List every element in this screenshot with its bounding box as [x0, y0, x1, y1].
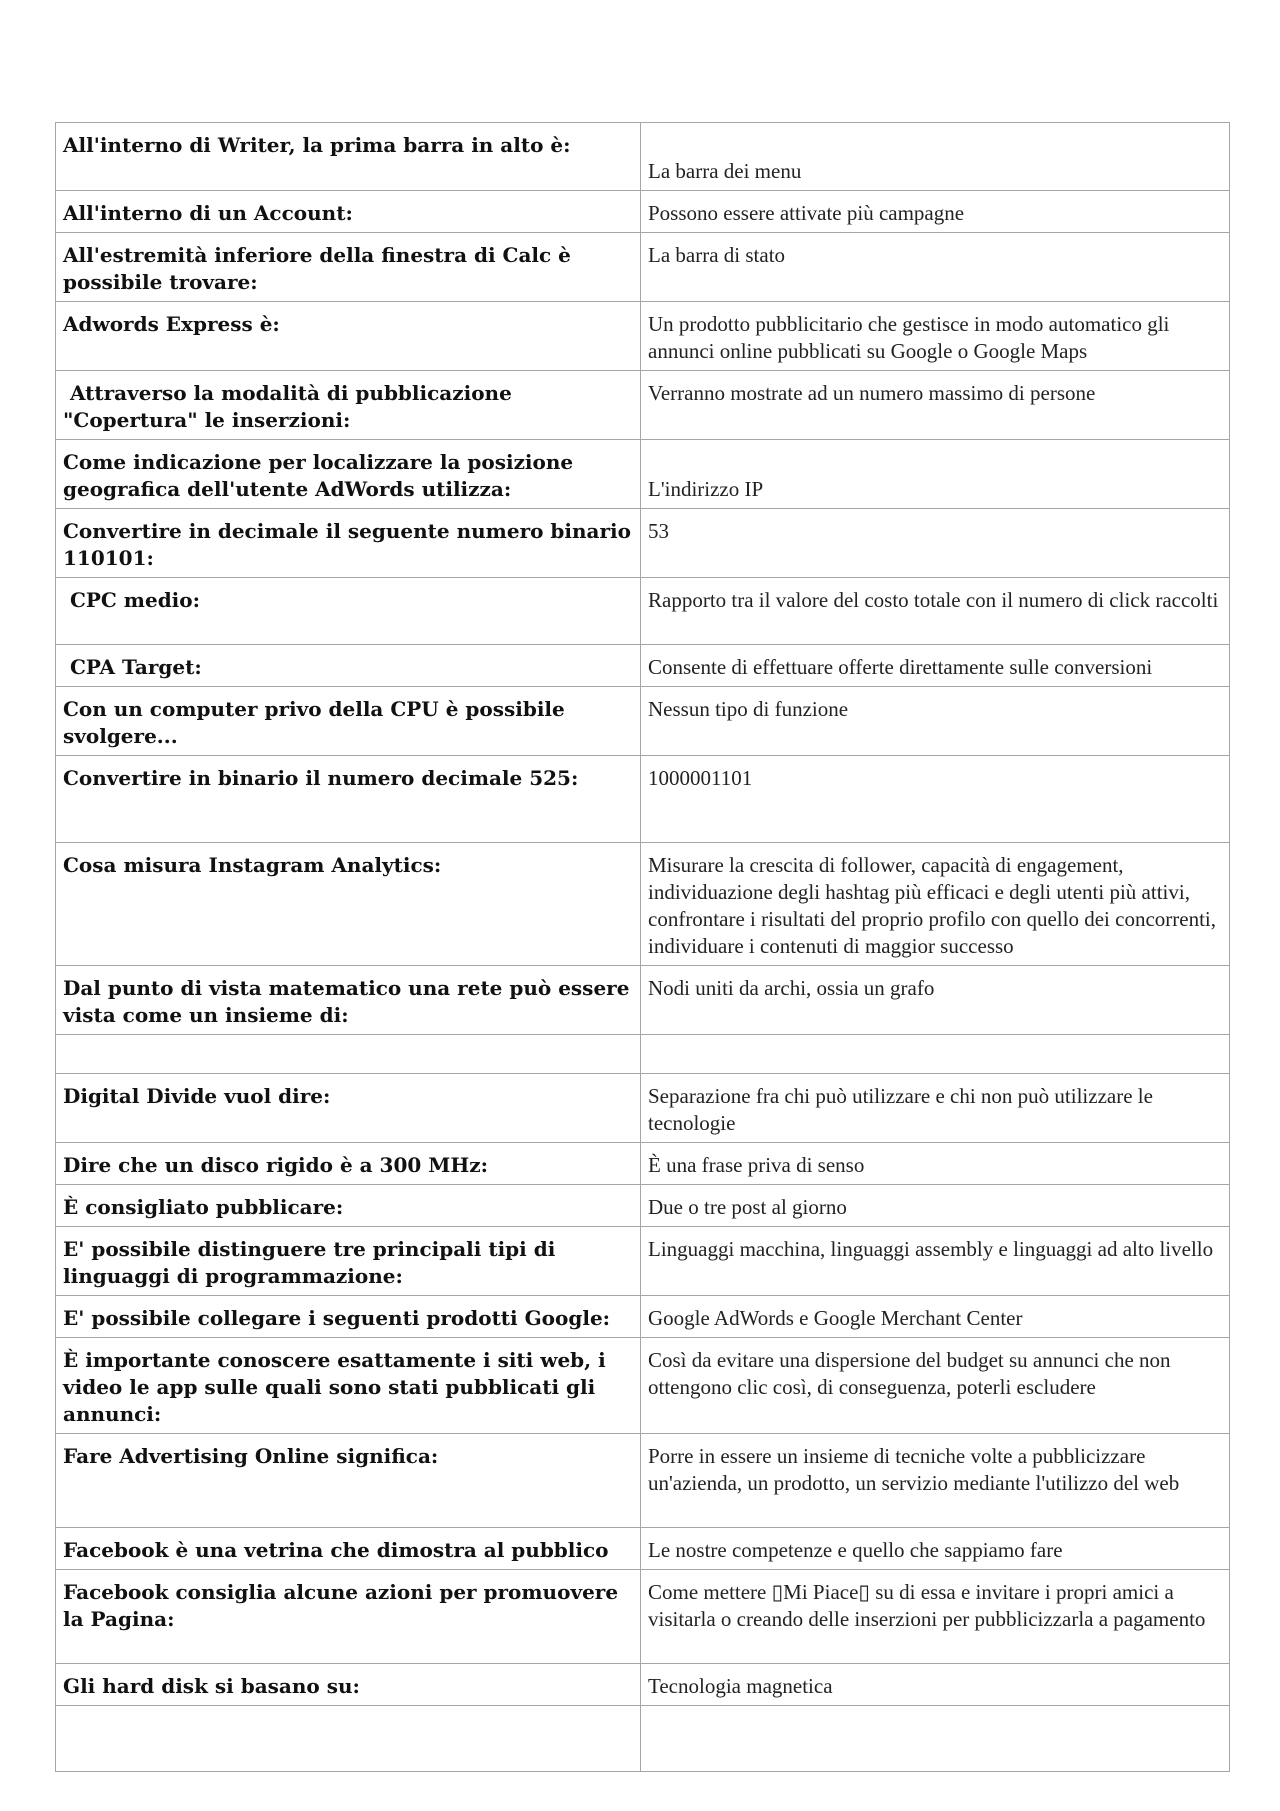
question-cell: Con un computer privo della CPU è possibile svolgere... — [56, 687, 641, 756]
table-row — [56, 509, 1230, 578]
question-cell: Facebook consiglia alcune azioni per promuovere la Pagina: — [56, 1570, 641, 1664]
table-row — [56, 843, 1230, 966]
table-row — [56, 1296, 1230, 1338]
table-row — [56, 1528, 1230, 1570]
answer-cell: Rapporto tra il valore del costo totale con il numero di click raccolti — [641, 578, 1230, 645]
question-cell: Attraverso la modalità di pubblicazione "Copertura" le inserzioni: — [56, 371, 641, 440]
question-cell: Come indicazione per localizzare la posizione geografica dell'utente AdWords utilizza: — [56, 440, 641, 509]
table-row — [56, 302, 1230, 371]
question-cell: All'interno di Writer, la prima barra in alto è: — [56, 123, 641, 191]
answer-cell — [641, 1035, 1230, 1074]
question-cell: È consigliato pubblicare: — [56, 1185, 641, 1227]
table-row — [56, 1035, 1230, 1074]
answer-cell: Due o tre post al giorno — [641, 1185, 1230, 1227]
answer-cell: Porre in essere un insieme di tecniche volte a pubblicizzare un'azienda, un prodotto, un servizio mediante l'utilizzo del web — [641, 1434, 1230, 1528]
question-cell: All'estremità inferiore della finestra di Calc è possibile trovare: — [56, 233, 641, 302]
answer-cell: Verranno mostrate ad un numero massimo di persone — [641, 371, 1230, 440]
answer-cell: La barra dei menu — [641, 123, 1230, 191]
answer-cell: Separazione fra chi può utilizzare e chi non può utilizzare le tecnologie — [641, 1074, 1230, 1143]
table-row — [56, 645, 1230, 687]
qa-table — [55, 122, 1230, 1772]
table-row — [56, 1338, 1230, 1434]
table-row — [56, 371, 1230, 440]
question-cell: Fare Advertising Online significa: — [56, 1434, 641, 1528]
table-row — [56, 687, 1230, 756]
table-row — [56, 1664, 1230, 1706]
question-cell: Convertire in decimale il seguente numero binario 110101: — [56, 509, 641, 578]
answer-cell: Così da evitare una dispersione del budget su annunci che non ottengono clic così, di conseguenza, poterli escludere — [641, 1338, 1230, 1434]
table-row — [56, 1227, 1230, 1296]
answer-cell: Come mettere ▯Mi Piace▯ su di essa e invitare i propri amici a visitarla o creando delle inserzioni per pubblicizzarla a pagamento — [641, 1570, 1230, 1664]
answer-cell: Consente di effettuare offerte direttamente sulle conversioni — [641, 645, 1230, 687]
table-row — [56, 1570, 1230, 1664]
question-cell: Digital Divide vuol dire: — [56, 1074, 641, 1143]
question-cell: Adwords Express è: — [56, 302, 641, 371]
table-row — [56, 191, 1230, 233]
table-row — [56, 233, 1230, 302]
question-cell: Cosa misura Instagram Analytics: — [56, 843, 641, 966]
answer-cell: Google AdWords e Google Merchant Center — [641, 1296, 1230, 1338]
question-cell: CPA Target: — [56, 645, 641, 687]
question-cell: Dal punto di vista matematico una rete può essere vista come un insieme di: — [56, 966, 641, 1035]
table-row — [56, 1185, 1230, 1227]
answer-cell: Le nostre competenze e quello che sappiamo fare — [641, 1528, 1230, 1570]
answer-cell — [641, 1706, 1230, 1772]
table-row — [56, 440, 1230, 509]
answer-cell: Misurare la crescita di follower, capacità di engagement, individuazione degli hashtag più efficaci e degli utenti più attivi, confrontare i risultati del proprio profilo con quello dei concorrenti, individuare i contenuti di maggior successo — [641, 843, 1230, 966]
table-row — [56, 1706, 1230, 1772]
question-cell — [56, 1706, 641, 1772]
answer-cell: L'indirizzo IP — [641, 440, 1230, 509]
answer-cell: Nessun tipo di funzione — [641, 687, 1230, 756]
question-cell: All'interno di un Account: — [56, 191, 641, 233]
answer-cell: La barra di stato — [641, 233, 1230, 302]
question-cell: Gli hard disk si basano su: — [56, 1664, 641, 1706]
table-row — [56, 966, 1230, 1035]
question-cell: CPC medio: — [56, 578, 641, 645]
answer-cell: È una frase priva di senso — [641, 1143, 1230, 1185]
question-cell: E' possibile collegare i seguenti prodotti Google: — [56, 1296, 641, 1338]
answer-cell: Linguaggi macchina, linguaggi assembly e linguaggi ad alto livello — [641, 1227, 1230, 1296]
answer-cell: 53 — [641, 509, 1230, 578]
table-row — [56, 578, 1230, 645]
question-cell: È importante conoscere esattamente i siti web, i video le app sulle quali sono stati pubblicati gli annunci: — [56, 1338, 641, 1434]
answer-cell: Tecnologia magnetica — [641, 1664, 1230, 1706]
question-cell: Convertire in binario il numero decimale 525: — [56, 756, 641, 843]
table-row — [56, 1074, 1230, 1143]
question-cell: E' possibile distinguere tre principali tipi di linguaggi di programmazione: — [56, 1227, 641, 1296]
answer-cell: Possono essere attivate più campagne — [641, 191, 1230, 233]
question-cell — [56, 1035, 641, 1074]
answer-cell: Nodi uniti da archi, ossia un grafo — [641, 966, 1230, 1035]
table-row — [56, 1143, 1230, 1185]
table-row — [56, 1434, 1230, 1528]
question-cell: Facebook è una vetrina che dimostra al pubblico — [56, 1528, 641, 1570]
table-row — [56, 123, 1230, 191]
question-cell: Dire che un disco rigido è a 300 MHz: — [56, 1143, 641, 1185]
answer-cell: Un prodotto pubblicitario che gestisce in modo automatico gli annunci online pubblicati su Google o Google Maps — [641, 302, 1230, 371]
answer-cell: 1000001101 — [641, 756, 1230, 843]
table-row — [56, 756, 1230, 843]
